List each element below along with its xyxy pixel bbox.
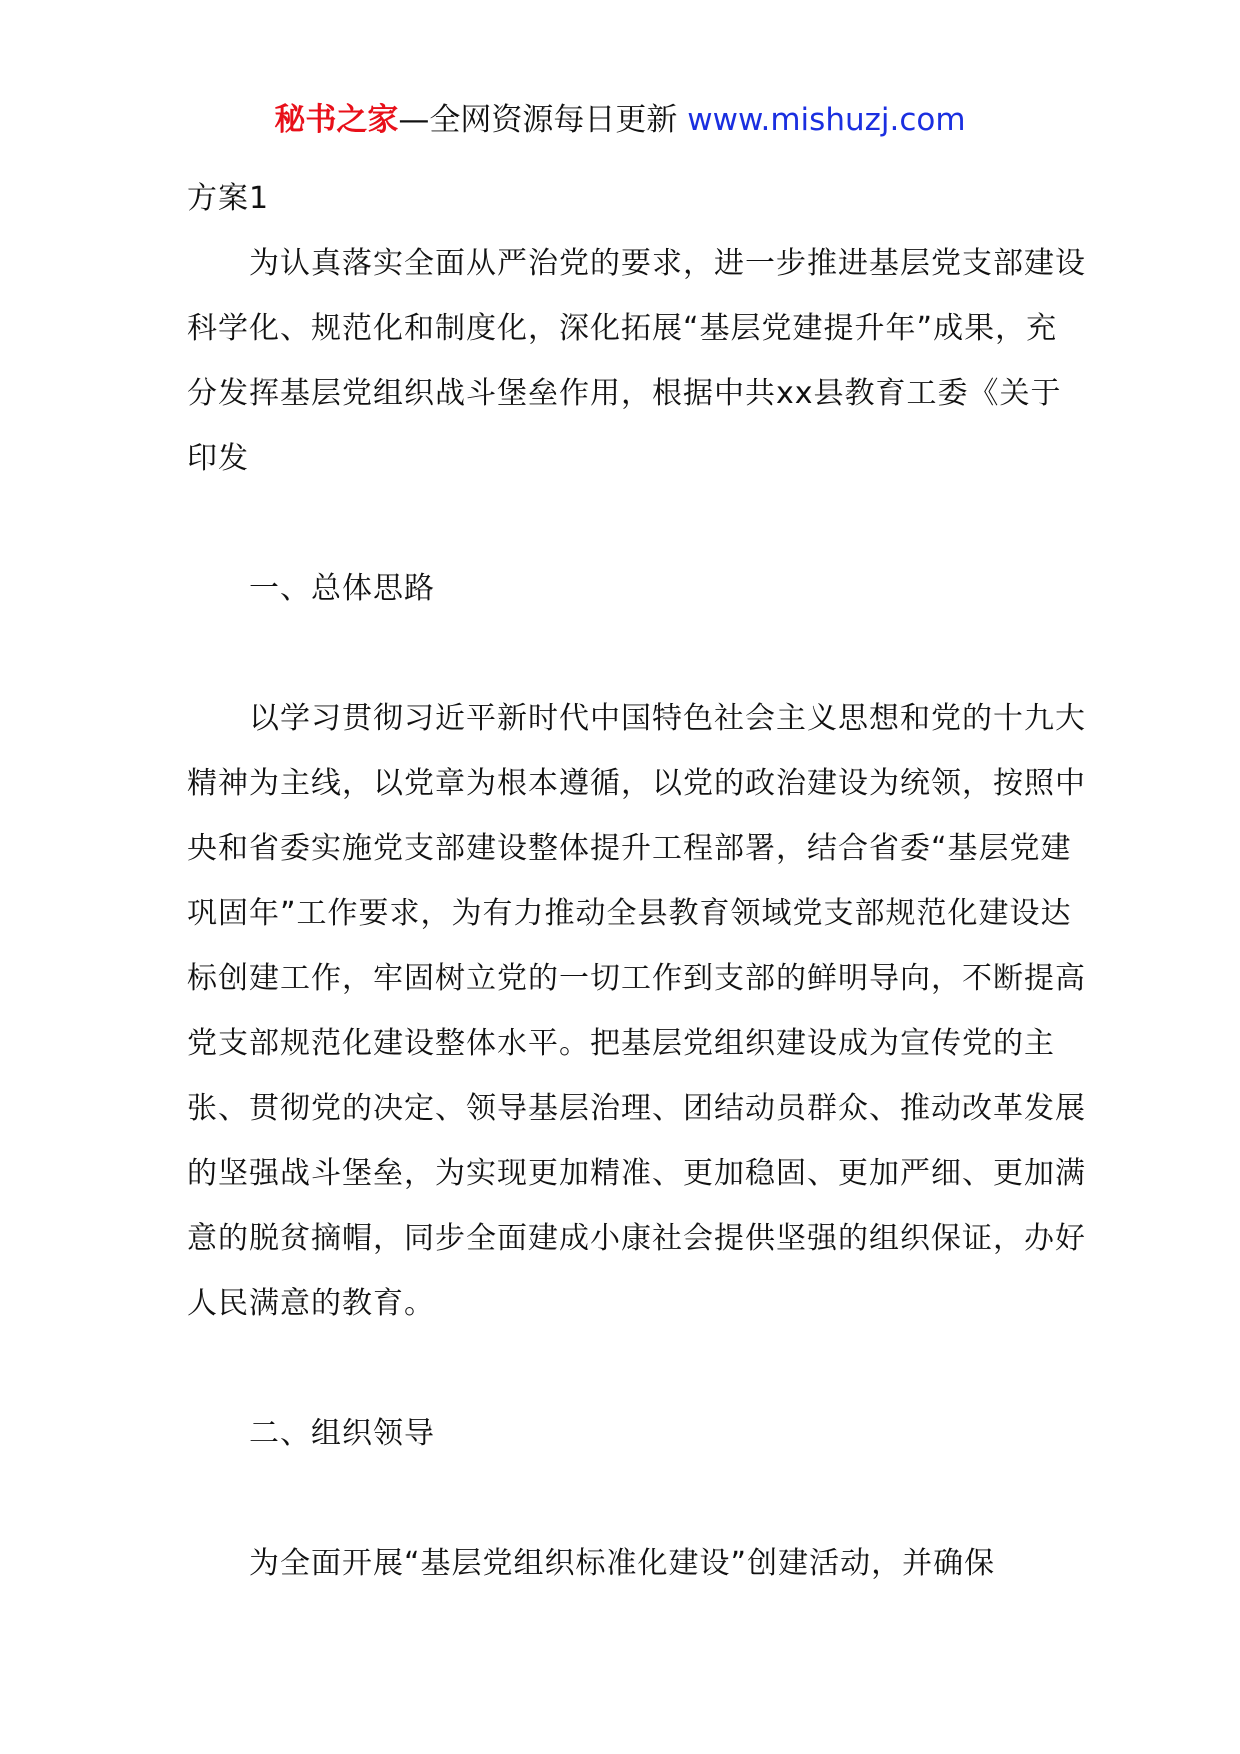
- document-body: [187, 166, 1087, 1596]
- organization-leadership-paragraph: 为全面开展“基层党组织标准化建设”创建活动，并确保: [249, 1546, 996, 1581]
- paragraph-spacer: [187, 491, 1087, 556]
- intro-paragraph: 为认真落实全面从严治党的要求，进一步推进基层党支部建设科学化、规范化和制度化，深化拓展“基层党建提升年”成果，充分发挥基层党组织战斗堡垒作用，根据中共xx县教育工委《关于印发: [187, 246, 1086, 476]
- paragraph-spacer: [187, 1466, 1087, 1531]
- paragraph-spacer: [187, 621, 1087, 686]
- section-heading-overall-approach: 一、总体思路: [249, 571, 435, 606]
- paragraph-spacer: [187, 1336, 1087, 1401]
- site-header: [0, 98, 1240, 142]
- overall-approach-paragraph: 以学习贯彻习近平新时代中国特色社会主义思想和党的十九大精神为主线，以党章为根本遵循，以党的政治建设为统领，按照中央和省委实施党支部建设整体提升工程部署，结合省委“基层党建巩固年”工作要求，为有力推动全县教育领域党支部规范化建设达标创建工作，牢固树立党的一切工作到支部的鲜明导向，不断提高党支部规范化建设整体水平。把基层党组织建设成为宣传党的主张、贯彻党的决定、领导基层治理、团结动员群众、推动改革发展的坚强战斗堡垒，为实现更加精准、更加稳固、更加严细、更加满意的脱贫摘帽，同步全面建成小康社会提供坚强的组织保证，办好人民满意的教育。: [187, 701, 1086, 1321]
- header-slogan: —全网资源每日更新: [398, 102, 688, 138]
- plan-title: 方案1: [187, 181, 270, 216]
- section-heading-organization-leadership: 二、组织领导: [249, 1416, 435, 1451]
- site-url-link[interactable]: www.mishuzj.com: [687, 102, 966, 138]
- brand-name: 秘书之家: [274, 102, 399, 138]
